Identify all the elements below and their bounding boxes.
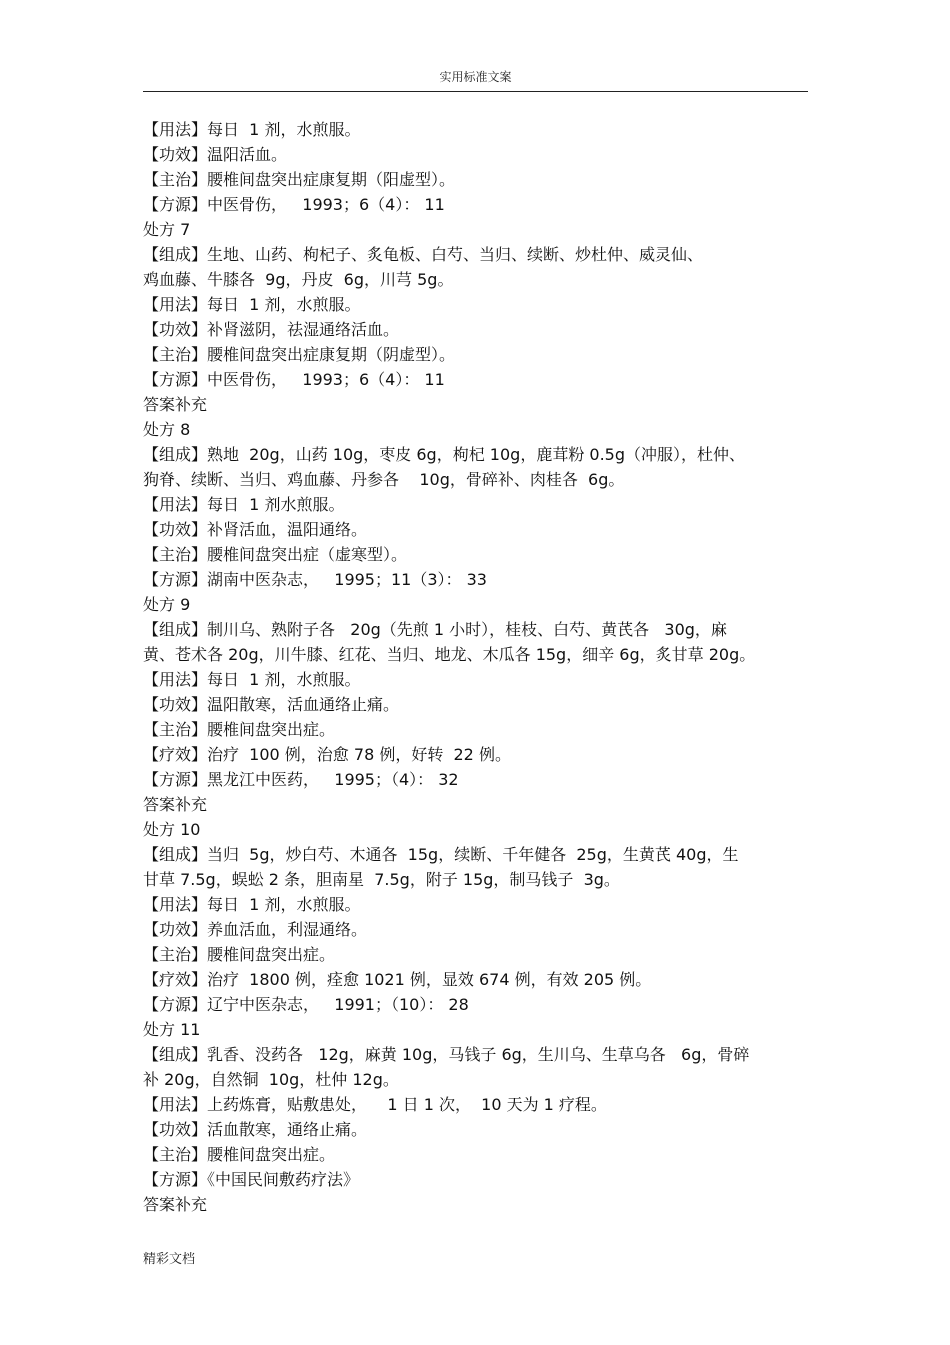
text-line: 【方源】中医骨伤， 1993；6（4）： 11	[143, 370, 445, 389]
page-footer-text: 精彩文档	[143, 1252, 196, 1267]
text-line: 【功效】温阳活血。	[143, 145, 288, 164]
text-line: 【方源】《中国民间敷药疗法》	[143, 1170, 360, 1189]
text-line: 【用法】每日 1 剂，水煎服。	[143, 120, 361, 139]
text-line: 【用法】每日 1 剂水煎服。	[143, 495, 345, 514]
text-line: 【主治】腰椎间盘突出症。	[143, 1145, 336, 1164]
text-line: 【组成】熟地 20g，山药 10g，枣皮 6g，枸杞 10g，鹿茸粉 0.5g（冲服），杜仲、	[143, 445, 746, 464]
text-line: 【主治】腰椎间盘突出症。	[143, 720, 336, 739]
text-line: 鸡血藤、牛膝各 9g，丹皮 6g，川芎 5g。	[143, 270, 454, 289]
text-line: 【方源】中医骨伤， 1993；6（4）： 11	[143, 195, 445, 214]
answer-supplement-label: 答案补充	[143, 795, 208, 814]
text-line: 补 20g，自然铜 10g，杜仲 12g。	[143, 1070, 399, 1089]
text-line: 【用法】每日 1 剂，水煎服。	[143, 670, 361, 689]
text-line: 【用法】上药炼膏，贴敷患处， 1 日 1 次， 10 天为 1 疗程。	[143, 1095, 607, 1114]
text-line: 【疗效】治疗 1800 例，痊愈 1021 例，显效 674 例，有效 205 例。	[143, 970, 652, 989]
text-line: 【组成】生地、山药、枸杞子、炙龟板、白芍、当归、续断、炒杜仲、威灵仙、	[143, 245, 704, 264]
text-line: 【主治】腰椎间盘突出症。	[143, 945, 336, 964]
text-line: 【主治】腰椎间盘突出症康复期（阴虚型）。	[143, 345, 456, 364]
prescription-heading: 处方 8	[143, 420, 191, 439]
text-line: 【用法】每日 1 剂，水煎服。	[143, 295, 361, 314]
text-line: 【功效】补肾活血，温阳通络。	[143, 520, 368, 539]
text-line: 【方源】辽宁中医杂志， 1991；（10）： 28	[143, 995, 469, 1014]
text-line: 【主治】腰椎间盘突出症康复期（阳虚型）。	[143, 170, 456, 189]
text-line: 【主治】腰椎间盘突出症（虚寒型）。	[143, 545, 408, 564]
answer-supplement-label: 答案补充	[143, 1195, 208, 1214]
text-line: 【方源】黑龙江中医药， 1995；（4）： 32	[143, 770, 459, 789]
prescription-heading: 处方 9	[143, 595, 191, 614]
text-line: 甘草 7.5g，蜈蚣 2 条，胆南星 7.5g，附子 15g，制马钱子 3g。	[143, 870, 620, 889]
header-divider	[143, 91, 808, 92]
text-line: 【功效】温阳散寒，活血通络止痛。	[143, 695, 400, 714]
prescription-heading: 处方 10	[143, 820, 201, 839]
text-line: 黄、苍术各 20g，川牛膝、红花、当归、地龙、木瓜各 15g，细辛 6g，炙甘草 20g。	[143, 645, 756, 664]
text-line: 【方源】湖南中医杂志， 1995；11（3）： 33	[143, 570, 487, 589]
text-line: 【功效】养血活血，利湿通络。	[143, 920, 368, 939]
text-line: 【组成】当归 5g，炒白芍、木通各 15g，续断、千年健各 25g，生黄芪 40g，生	[143, 845, 739, 864]
text-line: 【组成】制川乌、熟附子各 20g（先煎 1 小时），桂枝、白芍、黄芪各 30g，麻	[143, 620, 727, 639]
text-line: 【疗效】治疗 100 例，治愈 78 例，好转 22 例。	[143, 745, 511, 764]
text-line: 【功效】补肾滋阴，祛湿通络活血。	[143, 320, 400, 339]
text-line: 【功效】活血散寒，通络止痛。	[143, 1120, 368, 1139]
answer-supplement-label: 答案补充	[143, 395, 208, 414]
page-header-title: 实用标准文案	[439, 70, 512, 84]
document-body	[143, 117, 808, 1217]
text-line: 狗脊、续断、当归、鸡血藤、丹参各 10g，骨碎补、肉桂各 6g。	[143, 470, 625, 489]
prescription-heading: 处方 7	[143, 220, 191, 239]
prescription-heading: 处方 11	[143, 1020, 201, 1039]
text-line: 【组成】乳香、没药各 12g，麻黄 10g，马钱子 6g，生川乌、生草乌各 6g，骨碎	[143, 1045, 750, 1064]
text-line: 【用法】每日 1 剂，水煎服。	[143, 895, 361, 914]
